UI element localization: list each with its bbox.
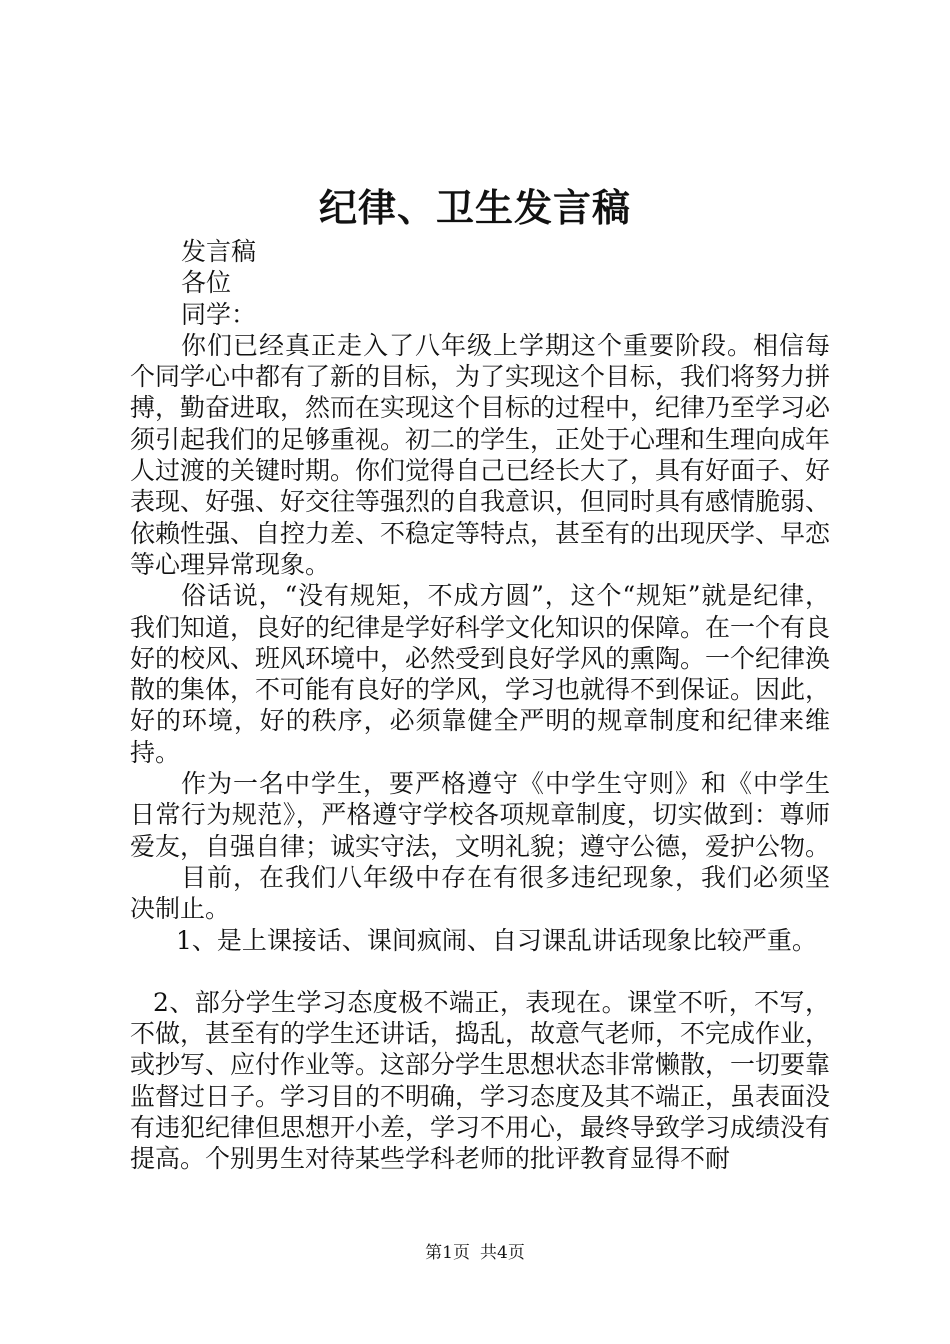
paragraph-discipline: 俗话说，“没有规矩，不成方圆”，这个“规矩”就是纪律，我们知道，良好的纪律是学好科学文化知识的保障。在一个有良好的校风、班风环境中，必然受到良好学风的熏陶。一个纪律涣散的集体，不可能有良好的学风，学习也就得不到保证。因此，好的环境，好的秩序，必须靠健全严明的规章制度和纪律来维持。 (130, 581, 831, 767)
paragraph-heading: 发言稿 (181, 237, 257, 266)
list-item-1: 1、是上课接话、课间疯闹、自习课乱讲话现象比较严重。 (176, 925, 817, 955)
paragraph-intro: 你们已经真正走入了八年级上学期这个重要阶段。相信每个同学心中都有了新的目标，为了实现这个目标，我们将努力拼搏，勤奋进取，然而在实现这个目标的过程中，纪律乃至学习必须引起我们的足够重视。初二的学生，正处于心理和生理向成年人过渡的关键时期。你们觉得自己已经长大了，具有好面子、好表现、好强、好交往等强烈的自我意识，但同时具有感情脆弱、依赖性强、自控力差、不稳定等特点，甚至有的出现厌学、早恋等心理异常现象。 (130, 330, 831, 579)
document-body (130, 236, 830, 1175)
document-title: 纪律、卫生发言稿 (318, 185, 631, 230)
paragraph-current: 目前，在我们八年级中存在有很多违纪现象，我们必须坚决制止。 (130, 862, 830, 924)
page-total: 共4页 (480, 1243, 525, 1263)
paragraph-rules: 作为一名中学生，要严格遵守《中学生守则》和《中学生日常行为规范》，严格遵守学校各项规章制度，切实做到：尊师爱友，自强自律；诚实守法，文明礼貌；遵守公德，爱护公物。 (130, 769, 831, 861)
page-footer (0, 1241, 950, 1265)
paragraph-salutation-1: 各位 (181, 268, 232, 298)
page-number: 第1页 (425, 1243, 470, 1263)
paragraph-salutation-2: 同学： (181, 299, 257, 329)
list-item-2: 2、部分学生学习态度极不端正，表现在。课堂不听，不写，不做，甚至有的学生还讲话，捣乱，故意气老师，不完成作业，或抄写、应付作业等。这部分学生思想状态非常懒散，一切要靠监督过日子。学习目的不明确，学习态度及其不端正，虽表面没有违犯纪律但思想开小差，学习不用心，最终导致学习成绩没有提高。个别男生对待某些学科老师的批评教育显得不耐 (130, 987, 831, 1174)
paragraph-spacer (130, 956, 830, 987)
